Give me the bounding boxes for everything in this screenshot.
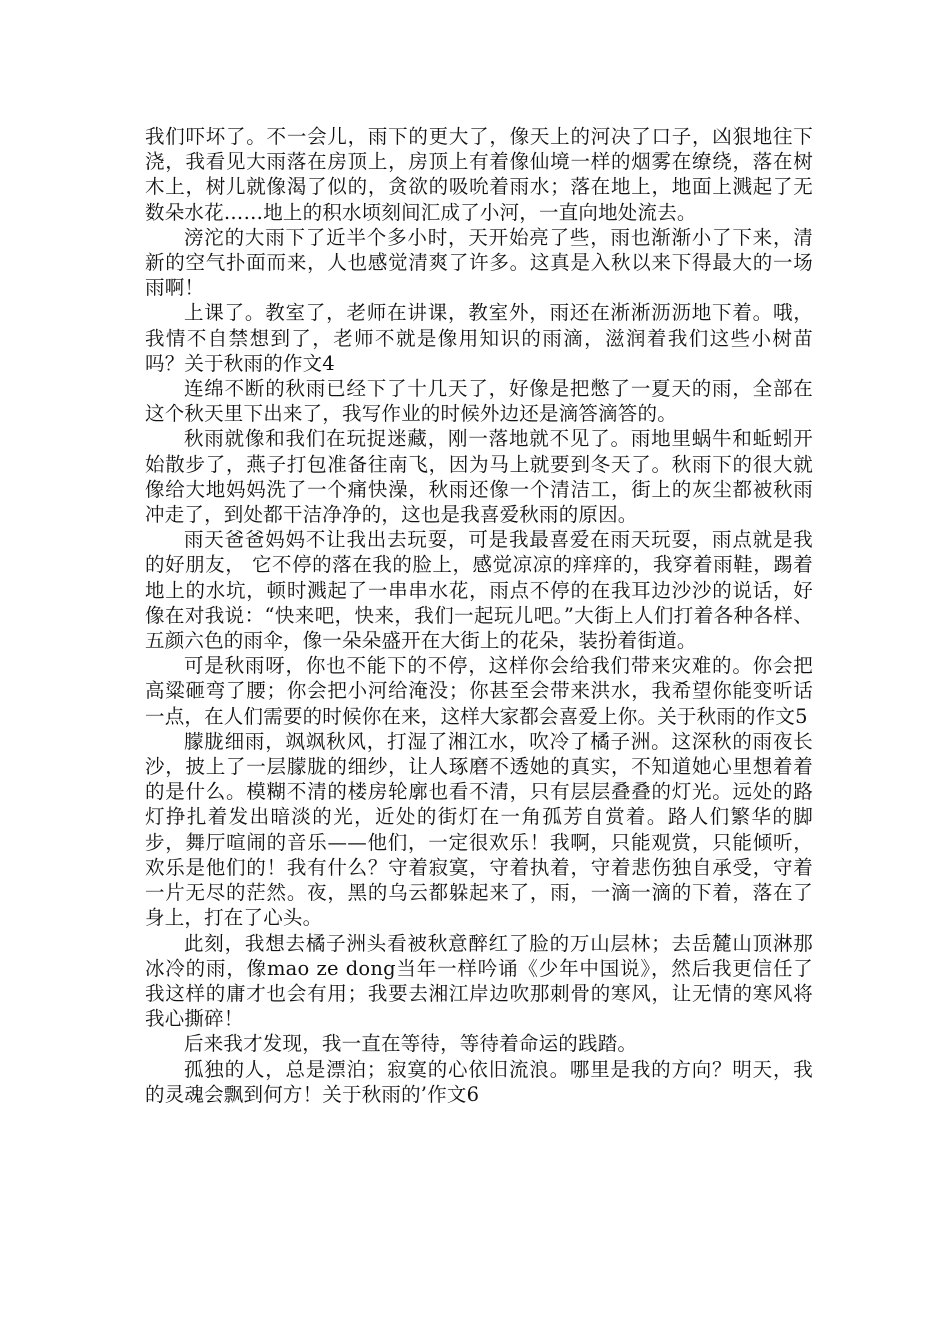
paragraph: 我们吓坏了。不一会儿，雨下的更大了，像天上的河决了口子，凶狠地往下浇，我看见大雨落在房顶上，房顶上有着像仙境一样的烟雾在缭绕，落在树木上，树儿就像渴了似的，贪欲的吸吮着雨水；落在地上，地面上溅起了无数朵水花……地上的积水顷刻间汇成了小河，一直向地处流去。 (145, 125, 813, 224)
paragraph: 后来我才发现，我一直在等待，等待着命运的践踏。 (184, 1032, 638, 1056)
paragraph: 上课了。教室了，老师在讲课，教室外，雨还在淅淅沥沥地下着。哦，我情不自禁想到了，老师不就是像用知识的雨滴，滋润着我们这些小树苗吗？关于秋雨的作文4 (145, 301, 813, 375)
paragraph: 朦胧细雨，飒飒秋风，打湿了湘江水，吹冷了橘子洲。这深秋的雨夜长沙，披上了一层朦胧的细纱，让人琢磨不透她的真实，不知道她心里想着着的是什么。模糊不清的楼房轮廓也看不清，只有层层叠叠的灯光。远处的路灯挣扎着发出暗淡的光，近处的街灯在一角孤芳自赏着。路人们繁华的脚步，舞厅喧闹的音乐——他们，一定很欢乐！我啊，只能观赏，只能倾听，欢乐是他们的！我有什么？守着寂寞，守着执着，守着悲伤独自承受，守着一片无尽的茫然。夜，黑的乌云都躲起来了，雨，一滴一滴的下着，落在了身上，打在了心头。 (145, 729, 813, 930)
paragraph: 此刻，我想去橘子洲头看被秋意醉红了脸的万山层林；去岳麓山顶淋那冰冷的雨，像mao ze dong当年一样吟诵《少年中国说》，然后我更信任了我这样的庸才也会有用；我要去湘江岸边吹那刺骨的寒风，让无情的寒风将我心撕碎！ (145, 931, 813, 1031)
document-body (145, 124, 813, 1107)
paragraph: 连绵不断的秋雨已经下了十几天了，好像是把憋了一夏天的雨，全部在这个秋天里下出来了，我写作业的时候外边还是滴答滴答的。 (145, 377, 813, 426)
paragraph: 雨天爸爸妈妈不让我出去玩耍，可是我最喜爱在雨天玩耍，雨点就是我的好朋友， 它不停的落在我的脸上，感觉凉凉的痒痒的，我穿着雨鞋，踢着地上的水坑，顿时溅起了一串串水花，雨点不停的在我耳边沙沙的说话，好像在对我说：“快来吧，快来，我们一起玩儿吧。”大街上人们打着各种各样、五颜六色的雨伞，像一朵朵盛开在大街上的花朵，装扮着街道。 (145, 528, 813, 653)
paragraph: 可是秋雨呀，你也不能下的不停，这样你会给我们带来灾难的。你会把高粱砸弯了腰；你会把小河给淹没；你甚至会带来洪水，我希望你能变听话一点，在人们需要的时候你在来，这样大家都会喜爱上你。关于秋雨的作文5 (145, 654, 813, 728)
paragraph: 滂沱的大雨下了近半个多小时，天开始亮了些，雨也渐渐小了下来，清新的空气扑面而来，人也感觉清爽了许多。这真是入秋以来下得最大的一场雨啊！ (145, 225, 813, 300)
paragraph: 秋雨就像和我们在玩捉迷藏，刚一落地就不见了。雨地里蜗牛和蚯蚓开始散步了，燕子打包准备往南飞，因为马上就要到冬天了。秋雨下的很大就像给大地妈妈洗了一个痛快澡，秋雨还像一个清洁工，街上的灰尘都被秋雨冲走了，到处都干洁净净的，这也是我喜爱秋雨的原因。 (145, 427, 813, 527)
paragraph: 孤独的人，总是漂泊；寂寞的心依旧流浪。哪里是我的方向？明天，我的灵魂会飘到何方！关于秋雨的’作文6 (145, 1057, 813, 1106)
